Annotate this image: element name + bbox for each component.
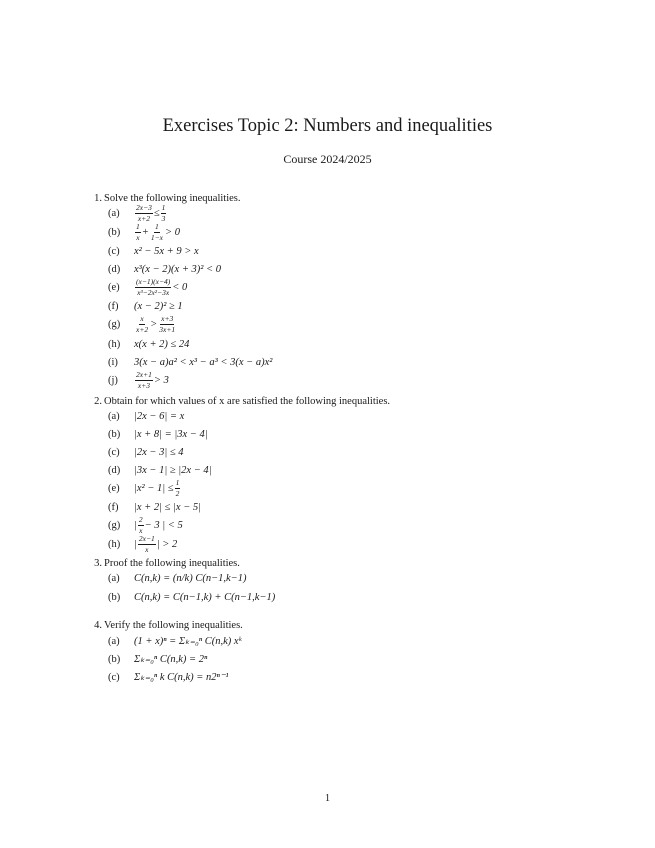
exercise-item — [108, 500, 201, 514]
item-expression: Σₖ₌₀ⁿ k C(n,k) = n2ⁿ⁻¹ — [134, 672, 229, 683]
exercise-item — [108, 370, 169, 390]
fraction — [138, 535, 156, 553]
item-expression: |2x − 6| = x — [134, 410, 185, 422]
exercise-item — [108, 670, 229, 684]
fraction-numerator: x+3 — [161, 314, 174, 323]
exercise-item — [108, 409, 184, 423]
expression-operator: > — [150, 318, 158, 330]
expression-operator: > 3 — [153, 374, 169, 386]
item-label: (a) — [108, 635, 120, 647]
expression-operator: − 3 | < 5 — [144, 519, 183, 531]
fraction — [138, 516, 144, 534]
exercise-instruction: Solve the following inequalities. — [104, 193, 241, 204]
item-label: (c) — [108, 245, 120, 257]
item-label: (c) — [108, 671, 120, 683]
item-label: (c) — [108, 446, 120, 458]
item-expression: Σₖ₌₀ⁿ C(n,k) = 2ⁿ — [134, 654, 208, 665]
exercise-number: 2. — [94, 396, 102, 407]
exercise-item — [108, 222, 180, 242]
fraction-numerator: (x−1)(x−4) — [136, 277, 171, 286]
expression-operator: | > 2 — [156, 538, 178, 550]
fraction-denominator: x³−2x²−3x — [137, 287, 170, 297]
expression-prefix: | — [134, 538, 137, 550]
page-number: 1 — [324, 793, 331, 804]
fraction-numerator: 1 — [175, 478, 180, 487]
item-expression: x² − 5x + 9 > x — [134, 245, 199, 257]
exercise-number: 3. — [94, 558, 102, 569]
item-label: (a) — [108, 207, 120, 219]
exercise-item — [108, 652, 207, 666]
fraction-numerator: 2x−3 — [136, 203, 152, 212]
fraction-denominator: 1−x — [150, 232, 163, 242]
expression-prefix: |x² − 1| ≤ — [134, 482, 174, 494]
exercise-item — [108, 314, 177, 334]
fraction — [175, 479, 181, 497]
exercise-item — [108, 445, 184, 459]
expression-operator: + — [141, 226, 149, 238]
fraction-denominator: x+2 — [136, 324, 149, 334]
item-expression: (x − 2)² ≥ 1 — [134, 300, 183, 312]
exercise-instruction: Proof the following inequalities. — [104, 558, 240, 569]
expression-operator: < 0 — [172, 281, 188, 293]
exercise-instruction: Verify the following inequalities. — [104, 620, 243, 631]
item-expression: |3x − 1| ≥ |2x − 4| — [134, 464, 212, 476]
fraction-numerator: x — [140, 314, 144, 323]
item-expression: |x + 2| ≤ |x − 5| — [134, 501, 202, 513]
item-label: (d) — [108, 464, 121, 476]
item-expression: (1 + x)ⁿ = Σₖ₌₀ⁿ C(n,k) xᵏ — [134, 636, 242, 647]
exercise-item — [108, 244, 199, 258]
exercise-item — [108, 427, 208, 441]
item-label: (h) — [108, 338, 121, 350]
exercise-item — [108, 534, 178, 554]
fraction — [161, 204, 167, 222]
item-expression: |2x − 3| ≤ 4 — [134, 446, 184, 458]
exercise-instruction: Obtain for which values of x are satisfied the following inequalities. — [104, 396, 391, 407]
item-expression: |x + 8| = |3x − 4| — [134, 428, 208, 440]
fraction-numerator: 1 — [136, 222, 140, 231]
fraction-denominator: x+2 — [137, 213, 151, 223]
fraction — [135, 204, 153, 222]
exercise-item — [108, 515, 183, 535]
fraction-denominator: x — [139, 525, 143, 535]
document-title: Exercises Topic 2: Numbers and inequalities — [162, 116, 493, 136]
item-label: (e) — [108, 482, 120, 494]
fraction — [135, 371, 153, 389]
fraction — [158, 315, 176, 333]
item-expression: x³(x − 2)(x + 3)² < 0 — [134, 263, 222, 275]
item-label: (a) — [108, 572, 120, 584]
item-label: (b) — [108, 653, 121, 665]
item-label: (b) — [108, 591, 121, 603]
exercise-item — [108, 478, 181, 498]
exercise-item — [108, 355, 272, 369]
fraction-numerator: 1 — [155, 222, 159, 231]
exercise-item — [108, 337, 189, 351]
expression-operator: ≤ — [153, 207, 160, 219]
expression-prefix: | — [134, 519, 137, 531]
item-expression: C(n,k) = (n/k) C(n−1,k−1) — [134, 572, 247, 584]
course-subtitle: Course 2024/2025 — [283, 152, 372, 166]
exercise-number: 1. — [94, 193, 102, 204]
fraction-numerator: 2x+1 — [136, 370, 152, 379]
item-expression: 3(x − a)a² < x³ − a³ < 3(x − a)x² — [134, 356, 273, 368]
fraction-denominator: x+3 — [137, 380, 151, 390]
exercise-item — [108, 299, 183, 313]
fraction-denominator: x — [136, 232, 140, 242]
fraction-numerator: 2x−1 — [138, 534, 155, 543]
item-label: (b) — [108, 226, 121, 238]
fraction — [135, 278, 171, 296]
expression-suffix: > 0 — [164, 226, 180, 238]
fraction-numerator: 2 — [138, 515, 143, 524]
item-label: (f) — [108, 501, 119, 513]
exercise-item — [108, 277, 188, 297]
exercise-item — [108, 571, 247, 585]
fraction — [135, 223, 141, 241]
item-expression: x(x + 2) ≤ 24 — [134, 338, 190, 350]
item-label: (i) — [108, 356, 118, 368]
item-label: (b) — [108, 428, 121, 440]
exercise-item — [108, 590, 275, 604]
fraction — [135, 315, 149, 333]
exercise-item — [108, 634, 242, 648]
fraction — [150, 223, 164, 241]
exercise-number: 4. — [94, 620, 102, 631]
fraction-denominator: 2 — [175, 488, 180, 498]
item-label: (a) — [108, 410, 120, 422]
fraction-denominator: 3x+1 — [159, 324, 176, 334]
item-label: (d) — [108, 263, 121, 275]
fraction-denominator: x — [145, 544, 149, 554]
item-label: (g) — [108, 318, 121, 330]
item-label: (e) — [108, 281, 120, 293]
item-label: (f) — [108, 300, 119, 312]
item-expression: C(n,k) = C(n−1,k) + C(n−1,k−1) — [134, 591, 276, 603]
fraction-denominator: 3 — [161, 213, 166, 223]
exercise-item — [108, 262, 221, 276]
fraction-numerator: 1 — [161, 203, 166, 212]
exercise-item — [108, 463, 212, 477]
exercise-item — [108, 203, 167, 223]
item-label: (g) — [108, 519, 121, 531]
item-label: (h) — [108, 538, 121, 550]
item-label: (j) — [108, 374, 118, 386]
